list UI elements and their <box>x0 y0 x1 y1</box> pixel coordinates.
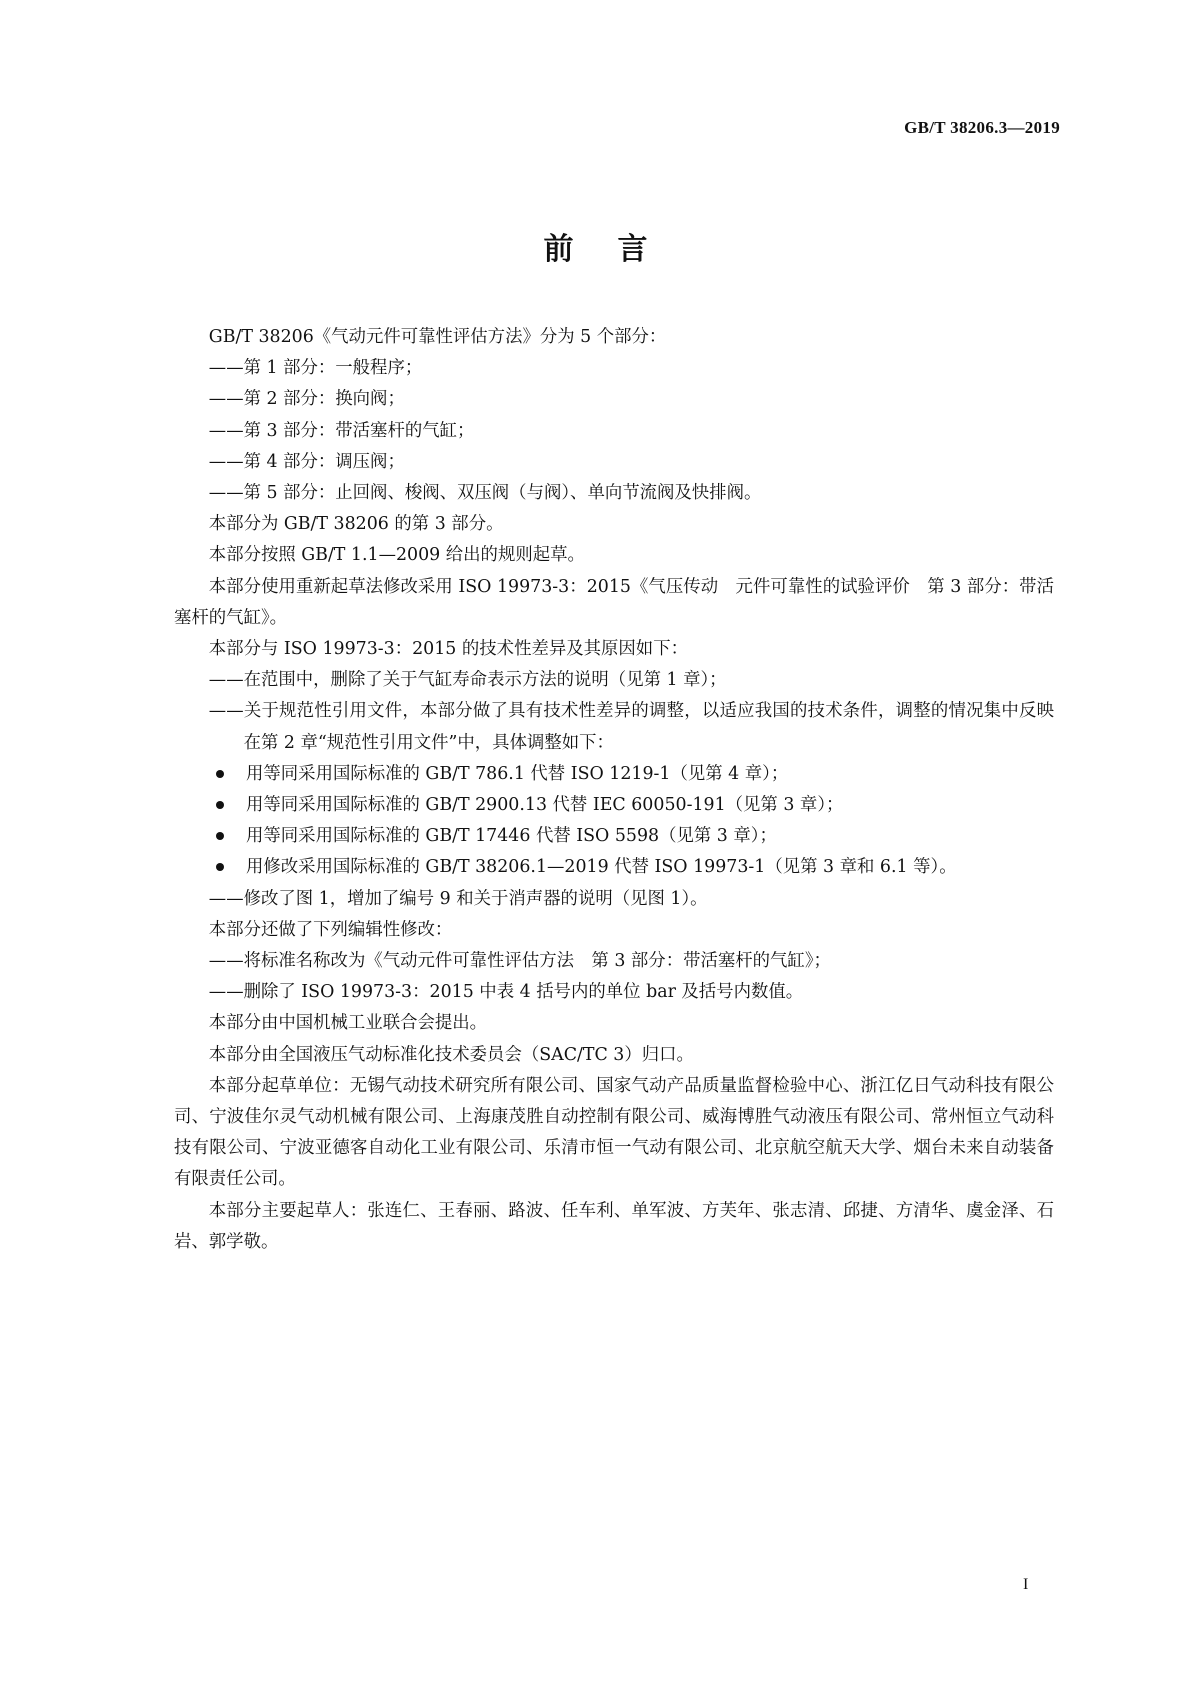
paragraph: GB/T 38206《气动元件可靠性评估方法》分为 5 个部分： <box>208 327 667 347</box>
page-title: 前言 <box>543 232 692 267</box>
bullet-list-item <box>216 759 1054 790</box>
paragraph: 本部分起草单位：无锡气动技术研究所有限公司、国家气动产品质量监督检验中心、浙江亿日气动科技有限公司、宁波佳尔灵气动机械有限公司、上海康茂胜自动控制有限公司、威海博胜气动液压有限公司、常州恒立气动科技有限公司、宁波亚德客自动化工业有限公司、乐清市恒一气动有限公司、北京航空航天大学、烟台未来自动装备有限责任公司。 <box>174 1075 1054 1190</box>
dash-mark: —— <box>208 451 244 472</box>
paragraph: 本部分由全国液压气动标准化技术委员会（SAC/TC 3）归口。 <box>208 1044 694 1065</box>
dash-mark: —— <box>208 951 244 972</box>
dash-item-text: 关于规范性引用文件，本部分做了具有技术性差异的调整，以适应我国的技术条件，调整的情况集中反映在第 2 章“规范性引用文件”中，具体调整如下： <box>243 701 1054 753</box>
dash-list-item <box>209 384 1054 415</box>
bullet-dot-icon <box>216 863 224 871</box>
dash-list-item <box>209 696 1054 758</box>
dash-list-item <box>209 416 1054 447</box>
dash-list-item <box>209 977 1054 1008</box>
bullet-item-text: 用等同采用国际标准的 GB/T 786.1 代替 ISO 1219-1（见第 4 章）； <box>246 763 789 784</box>
dash-item-text: 修改了图 1，增加了编号 9 和关于消声器的说明（见图 1）。 <box>243 888 708 909</box>
bullet-list-item <box>216 790 1054 821</box>
dash-item-text: 第 2 部分：换向阀； <box>243 389 405 410</box>
bullet-item-text: 用等同采用国际标准的 GB/T 17446 代替 ISO 5598（见第 3 章）； <box>246 826 777 847</box>
dash-mark: —— <box>208 701 244 722</box>
dash-item-text: 第 3 部分：带活塞杆的气缸； <box>243 420 475 441</box>
paragraph: 本部分使用重新起草法修改采用 ISO 19973-3：2015《气压传动 元件可靠性的试验评价 第 3 部分：带活塞杆的气缸》。 <box>174 576 1054 628</box>
document-body <box>174 322 1054 1258</box>
bullet-dot-icon <box>216 770 224 778</box>
dash-list-item <box>209 884 1054 915</box>
dash-mark: —— <box>208 483 244 504</box>
dash-list-item <box>209 353 1054 384</box>
bullet-item-text: 用修改采用国际标准的 GB/T 38206.1—2019 代替 ISO 19973-1（见第 3 章和 6.1 等）。 <box>246 857 957 878</box>
paragraph: 本部分主要起草人：张连仁、王春丽、路波、任车利、单军波、方芙年、张志清、邱捷、方清华、虞金泽、石岩、郭学敬。 <box>174 1200 1054 1252</box>
paragraph: 本部分为 GB/T 38206 的第 3 部分。 <box>208 514 504 535</box>
dash-list-item <box>209 946 1054 977</box>
standard-number: GB/T 38206.3—2019 <box>904 118 1060 137</box>
dash-item-text: 第 4 部分：调压阀； <box>243 451 405 472</box>
dash-mark: —— <box>208 888 244 909</box>
bullet-list-item <box>216 821 1054 852</box>
dash-item-text: 将标准名称改为《气动元件可靠性评估方法 第 3 部分：带活塞杆的气缸》； <box>243 951 831 972</box>
dash-item-text: 第 1 部分：一般程序； <box>243 358 423 379</box>
dash-mark: —— <box>208 389 244 410</box>
dash-mark: —— <box>208 420 244 441</box>
bullet-list-item <box>216 852 1054 883</box>
dash-list-item <box>209 478 1054 509</box>
bullet-item-text: 用等同采用国际标准的 GB/T 2900.13 代替 IEC 60050-191（见第 3 章）； <box>246 795 844 816</box>
dash-list-item <box>209 447 1054 478</box>
paragraph: 本部分还做了下列编辑性修改： <box>208 919 453 940</box>
paragraph: 本部分按照 GB/T 1.1—2009 给出的规则起草。 <box>208 545 585 566</box>
paragraph: 本部分与 ISO 19973-3：2015 的技术性差异及其原因如下： <box>208 639 688 660</box>
paragraph: 本部分由中国机械工业联合会提出。 <box>208 1013 488 1034</box>
dash-mark: —— <box>208 670 244 691</box>
page-number: I <box>1023 1576 1029 1593</box>
dash-item-text: 第 5 部分：止回阀、梭阀、双压阀（与阀）、单向节流阀及快排阀。 <box>243 483 762 504</box>
dash-item-text: 删除了 ISO 19973-3：2015 中表 4 括号内的单位 bar 及括号内数值。 <box>243 982 804 1003</box>
bullet-dot-icon <box>216 832 224 840</box>
dash-item-text: 在范围中，删除了关于气缸寿命表示方法的说明（见第 1 章）； <box>243 670 727 691</box>
dash-list-item <box>209 665 1054 696</box>
dash-mark: —— <box>208 358 244 379</box>
bullet-dot-icon <box>216 801 224 809</box>
dash-mark: —— <box>208 982 244 1003</box>
